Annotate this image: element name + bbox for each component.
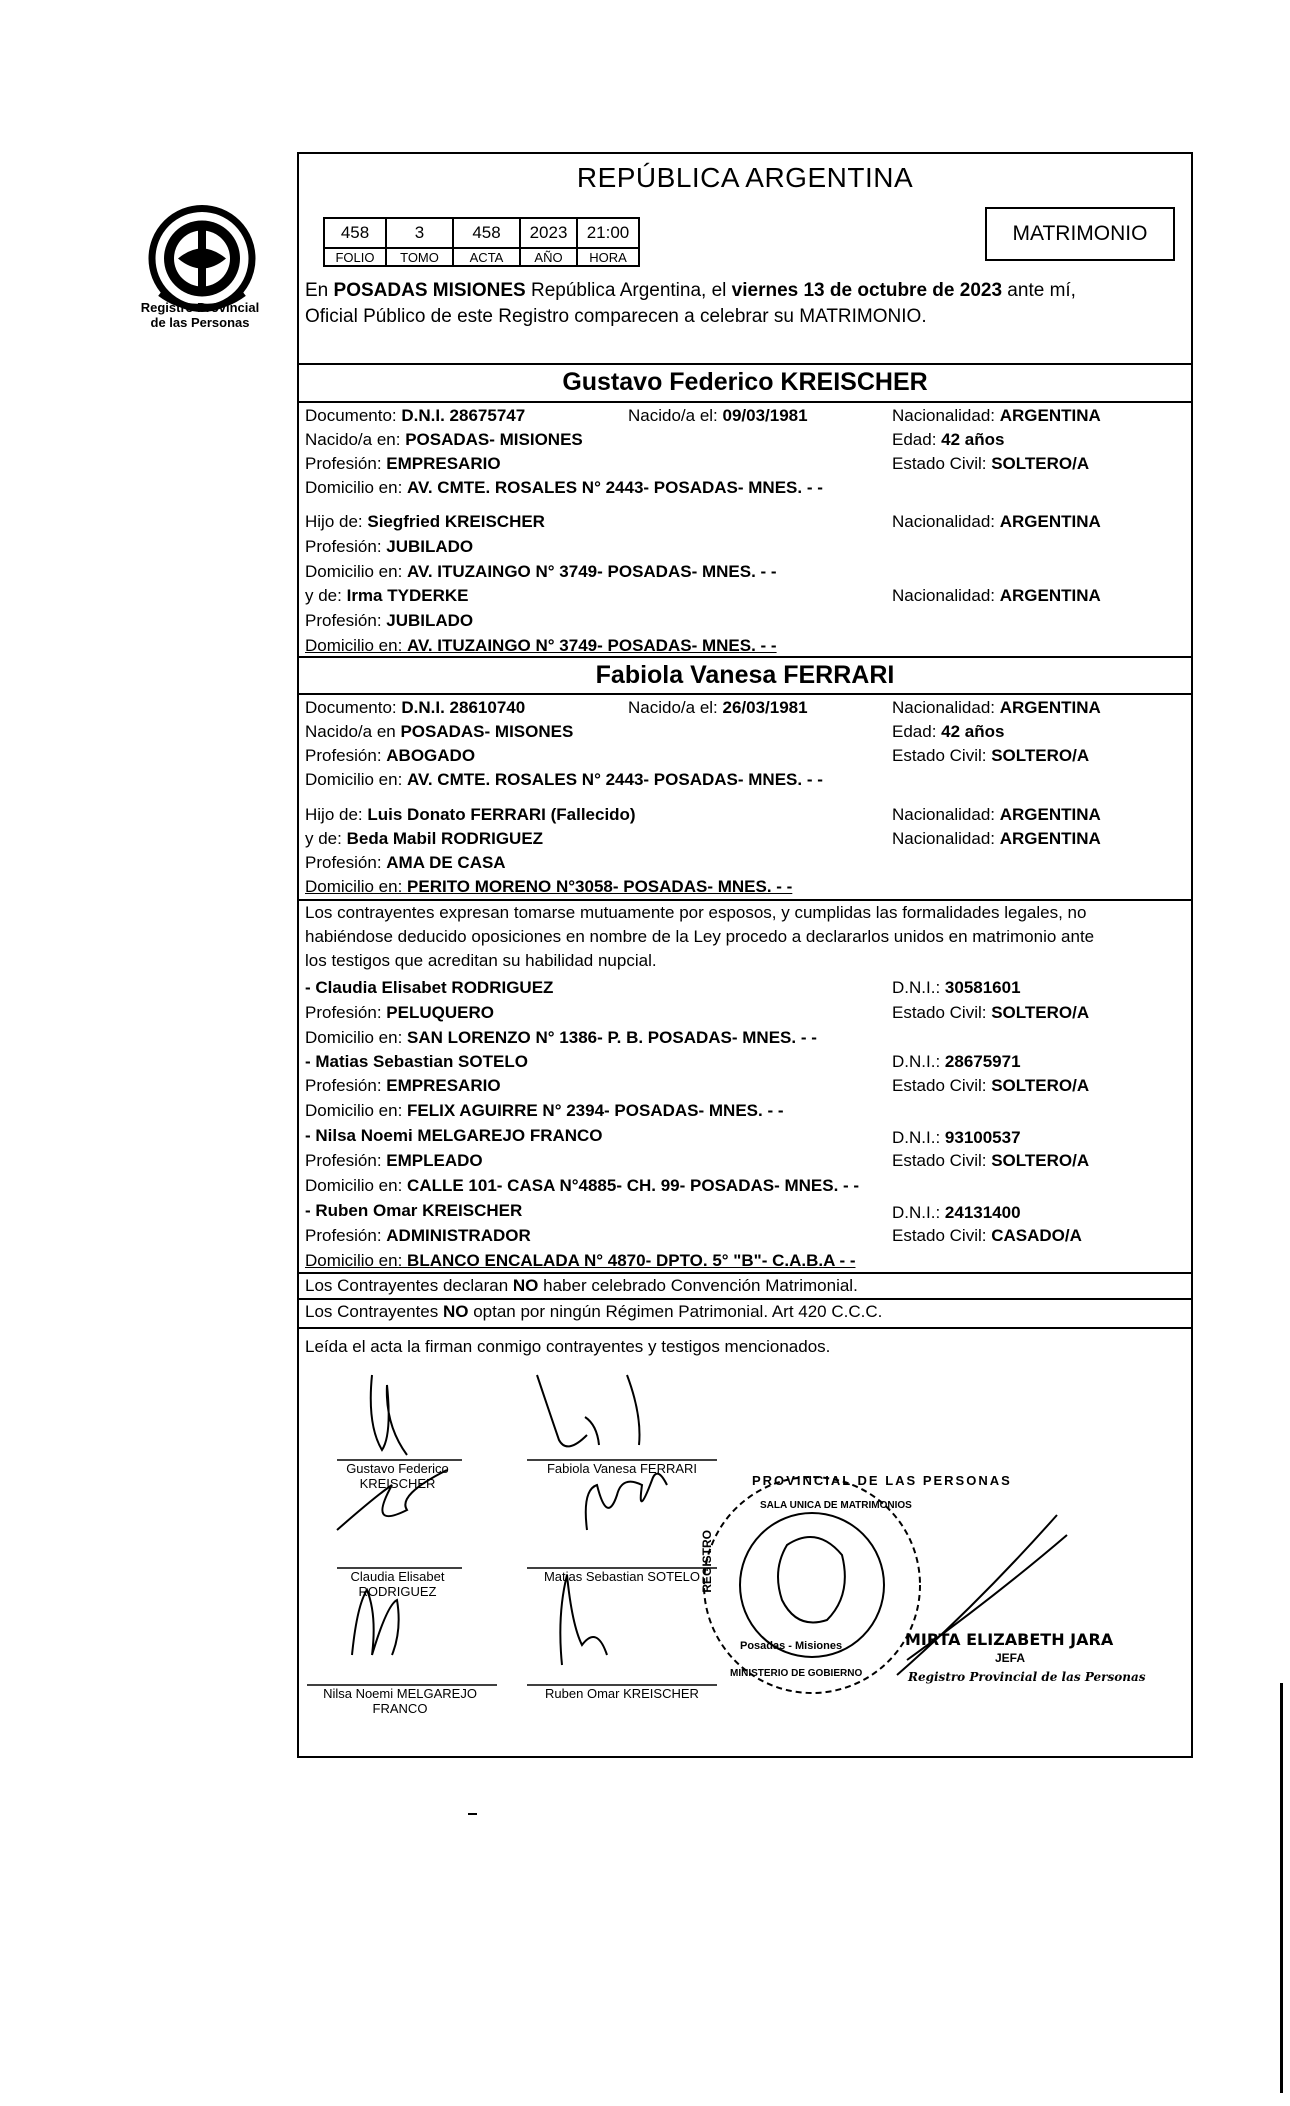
value: ARGENTINA (999, 586, 1101, 605)
margin-mark (468, 1813, 477, 1815)
label: Domicilio en: (305, 562, 408, 581)
bride-birthplace (305, 720, 573, 744)
text: NO (442, 1302, 469, 1321)
witness4-signature-stroke (560, 1575, 607, 1665)
value: AV. ITUZAINGO N° 3749- POSADAS- MNES. - - (407, 562, 777, 581)
value: FELIX AGUIRRE N° 2394- POSADAS- MNES. - - (407, 1101, 784, 1120)
witness-1-dni (892, 976, 1021, 1000)
label: Estado Civil: (892, 1076, 992, 1095)
witness-1-civil-status (892, 1001, 1089, 1025)
value: SAN LORENZO N° 1386- P. B. POSADAS- MNES. - - (407, 1028, 817, 1047)
value: Beda Mabil RODRIGUEZ (346, 829, 544, 848)
label: Nacido/a en (305, 722, 401, 741)
official-title: JEFA (995, 1651, 1026, 1665)
bride-signature-stroke (537, 1375, 640, 1446)
label: Profesión: (305, 611, 387, 630)
label: Domicilio en: (305, 1101, 408, 1120)
label: Estado Civil: (892, 1151, 992, 1170)
value: ARGENTINA (999, 829, 1101, 848)
label: Nacionalidad: (892, 698, 1000, 717)
groom-father-nationality (892, 510, 1101, 534)
label: Profesión: (305, 1003, 387, 1022)
hour-value: 21:00 (577, 218, 639, 248)
value: 24131400 (944, 1203, 1021, 1222)
bride-civil-status (892, 744, 1089, 768)
groom-father-address (305, 560, 777, 584)
label: Nacionalidad: (892, 406, 1000, 425)
seal-outer-top: PROVINCIAL DE LAS PERSONAS (752, 1473, 1012, 1488)
label: Profesión: (305, 537, 387, 556)
label: Domicilio en: (305, 877, 408, 896)
label: Profesión: (305, 853, 387, 872)
label: Nacido/a el: (628, 406, 723, 425)
witness-1-profession (305, 1001, 494, 1025)
groom-mother-address (305, 634, 777, 658)
folio-value: 458 (324, 218, 386, 248)
seal-outer-left: REGISTRO (700, 1530, 714, 1593)
acta-label: ACTA (453, 248, 520, 266)
value: SOLTERO/A (991, 746, 1090, 765)
value: 26/03/1981 (722, 698, 808, 717)
label: Edad: (892, 722, 942, 741)
groom-father-profession (305, 535, 473, 559)
text: Los Contrayentes (305, 1302, 443, 1321)
witness-1-name (305, 976, 553, 1000)
hour-label: HORA (577, 248, 639, 266)
bride-mother (305, 827, 543, 851)
value: PERITO MORENO N°3058- POSADAS- MNES. - - (407, 877, 793, 896)
groom-address (305, 476, 823, 500)
text: NO (512, 1276, 539, 1295)
value: EMPRESARIO (386, 1076, 501, 1095)
label: Nacionalidad: (892, 829, 1000, 848)
witness-2-civil-status (892, 1074, 1089, 1098)
label: Domicilio en: (305, 478, 408, 497)
bride-father (305, 803, 636, 827)
value: D.N.I. 28610740 (401, 698, 526, 717)
value: ARGENTINA (999, 406, 1101, 425)
groom-nationality (892, 404, 1101, 428)
groom-mother (305, 584, 468, 608)
value: 28675971 (944, 1052, 1021, 1071)
label: Hijo de: (305, 512, 368, 531)
seal-inner-top: SALA UNICA DE MATRIMONIOS (760, 1500, 912, 1511)
text: optan por ningún Régimen Patrimonial. Art 420 C.C.C. (468, 1302, 883, 1321)
witness-3-name (305, 1124, 603, 1148)
witness-4-profession (305, 1224, 531, 1248)
value: 42 años (941, 722, 1005, 741)
value: ABOGADO (386, 746, 476, 765)
label: Profesión: (305, 454, 387, 473)
label: Documento: (305, 406, 402, 425)
intro-place: POSADAS MISIONES (333, 280, 526, 301)
witness-2-profession (305, 1074, 501, 1098)
label: Nacido/a el: (628, 698, 723, 717)
bride-father-nationality (892, 803, 1101, 827)
witness-4-dni (892, 1201, 1021, 1225)
value: CALLE 101- CASA N°4885- CH. 99- POSADAS- MNES. - - (407, 1176, 860, 1195)
acta-value: 458 (453, 218, 520, 248)
value: CASADO/A (991, 1226, 1082, 1245)
official-name: MIRTA ELIZABETH JARA (905, 1630, 1114, 1649)
value: SOLTERO/A (991, 1003, 1090, 1022)
label: Domicilio en: (305, 1176, 408, 1195)
value: ADMINISTRADOR (386, 1226, 531, 1245)
value: - Claudia Elisabet RODRIGUEZ (305, 978, 554, 997)
value: SOLTERO/A (991, 454, 1090, 473)
label: D.N.I.: (892, 1128, 945, 1147)
groom-mother-nationality (892, 584, 1101, 608)
witness4-signature-caption: Ruben Omar KREISCHER (545, 1686, 699, 1701)
label: Domicilio en: (305, 1251, 408, 1270)
bride-mother-nationality (892, 827, 1101, 851)
value: EMPRESARIO (386, 454, 501, 473)
value: POSADAS- MISIONES (405, 430, 583, 449)
value: AMA DE CASA (386, 853, 506, 872)
value: POSADAS- MISONES (400, 722, 574, 741)
groom-signature-caption (330, 1461, 465, 1491)
groom-birthplace (305, 428, 583, 452)
label: Estado Civil: (892, 1226, 992, 1245)
seal-inner-bottom: MINISTERIO DE GOBIERNO (730, 1668, 863, 1679)
bride-mother-address (305, 875, 792, 899)
label: D.N.I.: (892, 1052, 945, 1071)
value: Irma TYDERKE (346, 586, 469, 605)
tomo-label: TOMO (386, 248, 453, 266)
value: Luis Donato FERRARI (Fallecido) (367, 805, 636, 824)
value: AV. CMTE. ROSALES N° 2443- POSADAS- MNES. - - (407, 770, 823, 789)
text: haber celebrado Convención Matrimonial. (538, 1276, 858, 1295)
label: Nacionalidad: (892, 586, 1000, 605)
label: Profesión: (305, 1151, 387, 1170)
value: 30581601 (944, 978, 1021, 997)
declaration-paragraph (305, 901, 1190, 973)
official-signature-stroke (897, 1515, 1067, 1675)
act-type-box: MATRIMONIO (985, 207, 1175, 261)
logo-caption (120, 300, 280, 330)
bride-address (305, 768, 823, 792)
bride-birthdate (628, 696, 808, 720)
witness-1-address (305, 1026, 817, 1050)
value: JUBILADO (386, 537, 474, 556)
witness3-signature-stroke (352, 1590, 399, 1655)
value: 93100537 (944, 1128, 1021, 1147)
witness-3-dni (892, 1126, 1021, 1150)
label: Estado Civil: (892, 1003, 992, 1022)
closing-statement: Leída el acta la firman conmigo contrayentes y testigos mencionados. (305, 1337, 831, 1356)
bride-name: Fabiola Vanesa FERRARI (595, 661, 895, 689)
witness-2-dni (892, 1050, 1021, 1074)
value: - Ruben Omar KREISCHER (305, 1201, 523, 1220)
value: ARGENTINA (999, 698, 1101, 717)
intro-text: En (305, 280, 334, 301)
witness2-signature-stroke (586, 1474, 667, 1530)
groom-civil-status (892, 452, 1089, 476)
bride-mother-profession (305, 851, 506, 875)
value: SOLTERO/A (991, 1076, 1090, 1095)
year-value: 2023 (520, 218, 577, 248)
divider (297, 656, 1193, 658)
label: Profesión: (305, 1076, 387, 1095)
witness-3-profession (305, 1149, 483, 1173)
label: Documento: (305, 698, 402, 717)
value: JUBILADO (386, 611, 474, 630)
label: Domicilio en: (305, 1028, 408, 1047)
scan-edge-line (1280, 1683, 1283, 2093)
value: 42 años (941, 430, 1005, 449)
bride-nationality (892, 696, 1101, 720)
groom-signature-stroke (371, 1375, 407, 1455)
label: Edad: (892, 430, 942, 449)
bride-profession (305, 744, 475, 768)
divider (297, 401, 1193, 403)
witness-2-name (305, 1050, 528, 1074)
value: ARGENTINA (999, 512, 1101, 531)
label: Nacionalidad: (892, 512, 1000, 531)
value: PELUQUERO (386, 1003, 494, 1022)
groom-father (305, 510, 545, 534)
text: Los Contrayentes declaran (305, 1276, 513, 1295)
value: EMPLEADO (386, 1151, 483, 1170)
logo-caption-line: Registro Provincial (140, 300, 260, 315)
bride-age (892, 720, 1004, 744)
label: Nacionalidad: (892, 805, 1000, 824)
label: D.N.I.: (892, 1203, 945, 1222)
divider (297, 1327, 1193, 1329)
divider (297, 363, 1193, 365)
intro-text: ante mí, (1002, 280, 1076, 301)
groom-mother-profession (305, 609, 473, 633)
groom-birthdate (628, 404, 808, 428)
value: D.N.I. 28675747 (401, 406, 526, 425)
label: Profesión: (305, 1226, 387, 1245)
label: y de: (305, 586, 347, 605)
label: Domicilio en: (305, 636, 408, 655)
divider (297, 693, 1193, 695)
seal-city: Posadas - Misiones (740, 1640, 843, 1652)
intro-paragraph (305, 278, 1190, 330)
witness3-signature-caption (305, 1686, 495, 1716)
declaration-line: los testigos que acreditan su habilidad nupcial. (305, 951, 657, 970)
official-office: Registro Provincial de las Personas (908, 1670, 1146, 1684)
witness-2-address (305, 1099, 784, 1123)
witness-4-name (305, 1199, 522, 1223)
year-label: AÑO (520, 248, 577, 266)
declaration-line: Los contrayentes expresan tomarse mutuamente por esposos, y cumplidas las formalidades legales, no (305, 903, 1087, 922)
value: Siegfried KREISCHER (367, 512, 545, 531)
value: - Nilsa Noemi MELGAREJO FRANCO (305, 1126, 603, 1145)
value: - Matias Sebastian SOTELO (305, 1052, 528, 1071)
groom-profession (305, 452, 501, 476)
label: Hijo de: (305, 805, 368, 824)
country-title: REPÚBLICA ARGENTINA (576, 162, 914, 193)
caption-line: RODRIGUEZ (358, 1584, 437, 1599)
caption-line: Nilsa Noemi MELGAREJO (323, 1686, 477, 1701)
value: BLANCO ENCALADA N° 4870- DPTO. 5° "B"- C.A.B.A - - (407, 1251, 856, 1270)
groom-age (892, 428, 1004, 452)
logo-caption-line: de las Personas (150, 315, 250, 330)
caption-line: KREISCHER (359, 1476, 436, 1491)
declaration-line: habiéndose deducido oposiciones en nombre de la Ley procedo a declararlos unidos en matrimonio ante (305, 927, 1095, 946)
label: Estado Civil: (892, 746, 992, 765)
caption-line: Gustavo Federico (346, 1461, 449, 1476)
label: Profesión: (305, 746, 387, 765)
value: ARGENTINA (999, 805, 1101, 824)
convention-line-1 (305, 1274, 858, 1298)
witness-3-civil-status (892, 1149, 1089, 1173)
witness1-signature-caption (330, 1569, 465, 1599)
witness-4-civil-status (892, 1224, 1082, 1248)
label: D.N.I.: (892, 978, 945, 997)
witness2-signature-caption: Matias Sebastian SOTELO (543, 1569, 701, 1584)
value: AV. ITUZAINGO N° 3749- POSADAS- MNES. - - (407, 636, 777, 655)
value: AV. CMTE. ROSALES N° 2443- POSADAS- MNES. - - (407, 478, 823, 497)
tomo-value: 3 (386, 218, 453, 248)
caption-line: Claudia Elisabet (350, 1569, 445, 1584)
folio-label: FOLIO (324, 248, 386, 266)
value: 09/03/1981 (722, 406, 808, 425)
groom-document (305, 404, 525, 428)
witness-4-address (305, 1249, 856, 1273)
value: SOLTERO/A (991, 1151, 1090, 1170)
intro-line2: Oficial Público de este Registro comparecen a celebrar su MATRIMONIO. (305, 306, 927, 327)
bride-signature-caption: Fabiola Vanesa FERRARI (546, 1461, 698, 1476)
intro-text: República Argentina, el (525, 280, 732, 301)
label: Nacido/a en: (305, 430, 406, 449)
groom-name: Gustavo Federico KREISCHER (562, 368, 928, 396)
witness-3-address (305, 1174, 859, 1198)
convention-line-2 (305, 1300, 882, 1324)
bride-document (305, 696, 525, 720)
caption-line: FRANCO (372, 1701, 428, 1716)
label: y de: (305, 829, 347, 848)
label: Estado Civil: (892, 454, 992, 473)
intro-date: viernes 13 de octubre de 2023 (731, 280, 1003, 301)
label: Domicilio en: (305, 770, 408, 789)
registry-numbers-table (323, 217, 640, 267)
